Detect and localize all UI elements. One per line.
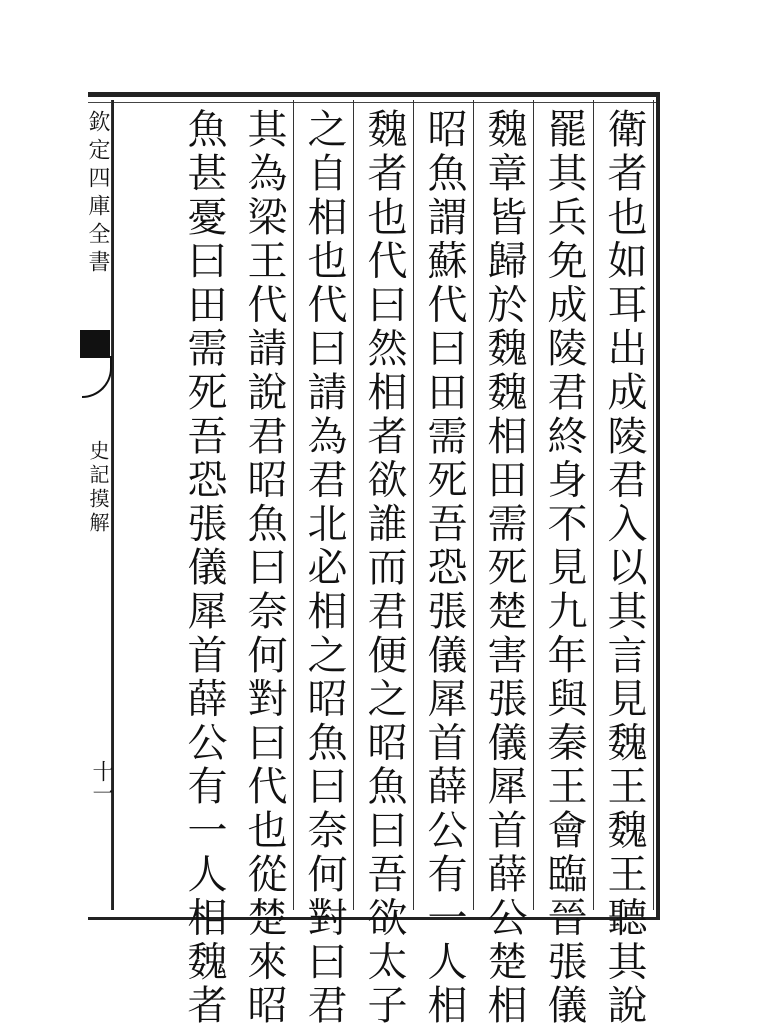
text-column-8 bbox=[174, 100, 234, 1028]
series-title: 欽定四庫全書 bbox=[85, 110, 110, 278]
text-column-7 bbox=[234, 100, 294, 1028]
column-text: 罷其兵免成陵君終身不見九年與秦王會臨晉張儀 bbox=[541, 108, 587, 1028]
column-text: 昭魚謂蘇代曰田需死吾恐張儀犀首薛公有一人相 bbox=[421, 108, 467, 1028]
text-column-1 bbox=[594, 100, 654, 1028]
column-text: 魏章皆歸於魏魏相田需死楚害張儀犀首薛公楚相 bbox=[481, 108, 527, 1028]
column-text: 之自相也代曰請為君北必相之昭魚曰奈何對曰君 bbox=[301, 108, 347, 1028]
column-text: 魏者也代曰然相者欲誰而君便之昭魚曰吾欲太子 bbox=[361, 108, 407, 1028]
text-column-5 bbox=[354, 100, 414, 1028]
text-column-3 bbox=[474, 100, 534, 1028]
text-block bbox=[112, 100, 652, 1028]
page-number: 十一 bbox=[89, 760, 114, 804]
fishtail-mark bbox=[80, 330, 110, 358]
text-column-2 bbox=[534, 100, 594, 1028]
column-text: 衛者也如耳出成陵君入以其言見魏王魏王聽其說 bbox=[601, 108, 647, 1028]
text-column-6 bbox=[294, 100, 354, 1028]
column-text: 魚甚憂曰田需死吾恐張儀犀首薛公有一人相魏者 bbox=[181, 108, 227, 1028]
text-column-4 bbox=[414, 100, 474, 1028]
book-title: 史記摸解 bbox=[86, 440, 110, 536]
column-text: 其為梁王代請說君昭魚曰奈何對曰代也從楚來昭 bbox=[241, 108, 287, 1028]
